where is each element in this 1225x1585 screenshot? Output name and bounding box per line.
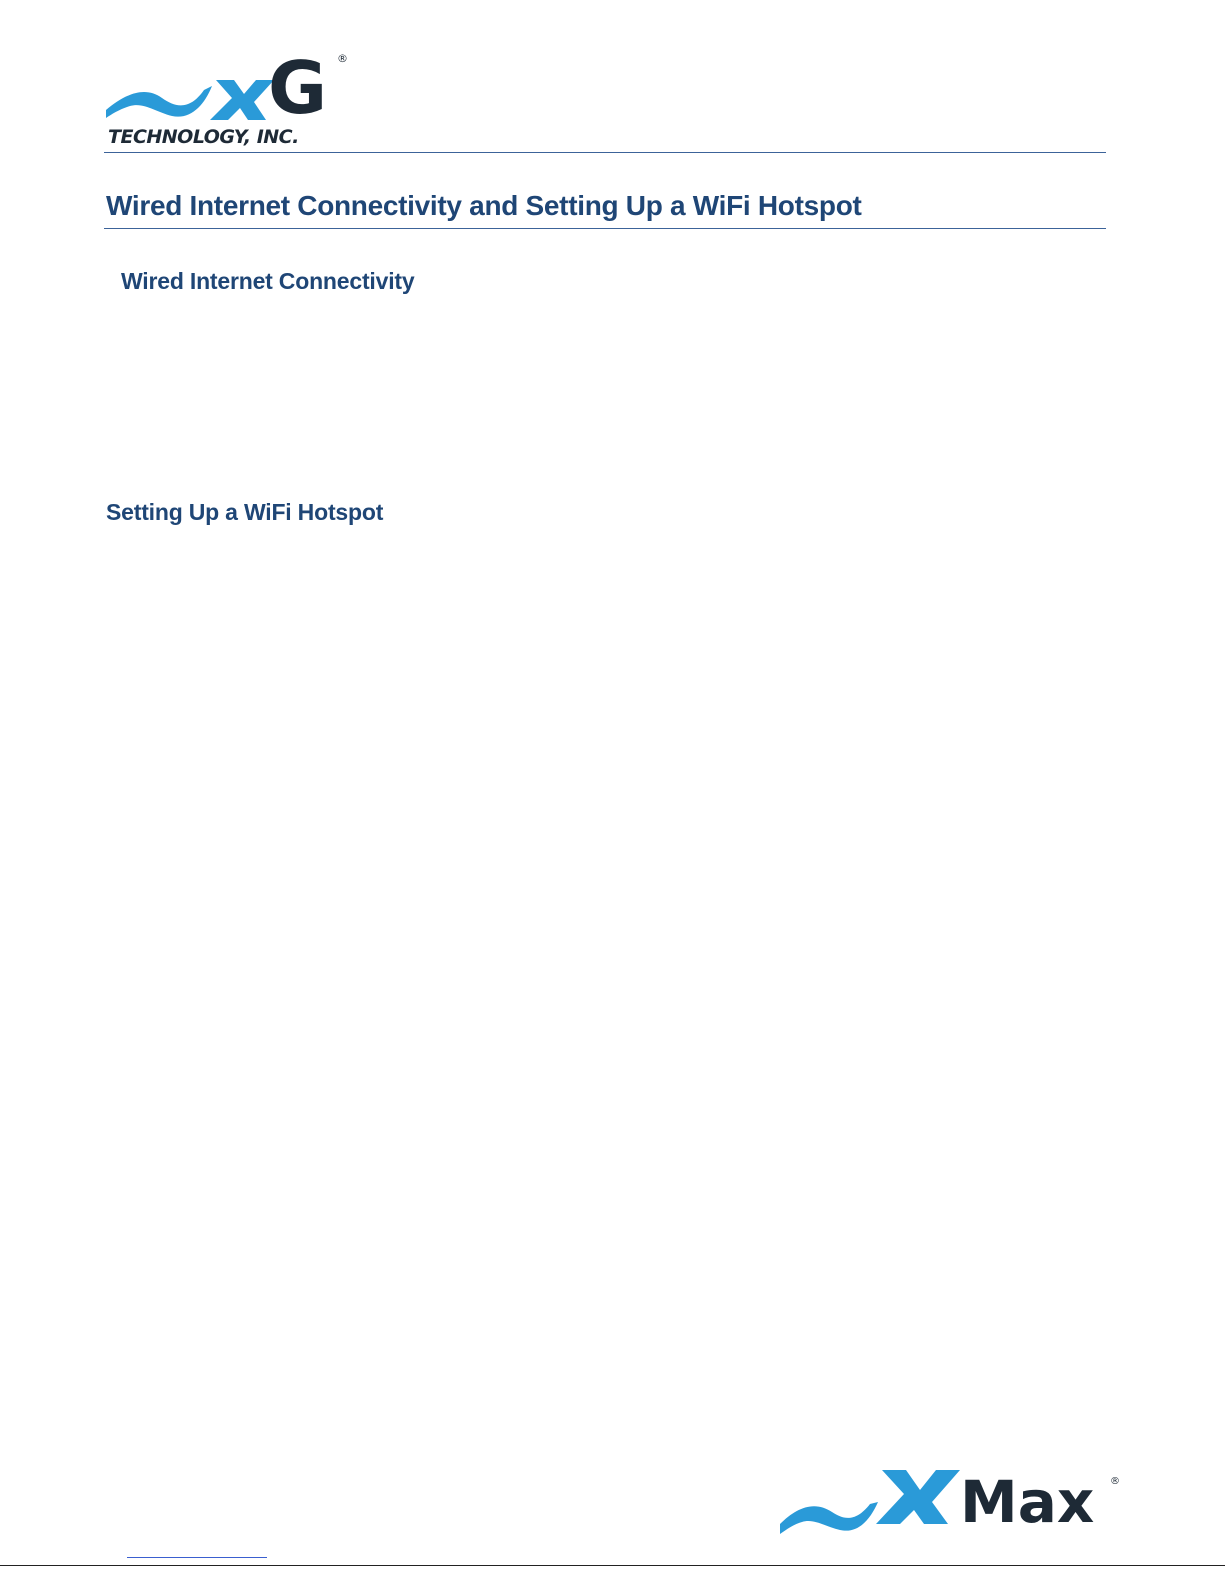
page-title: Wired Internet Connectivity and Setting Up a WiFi Hotspot bbox=[106, 190, 862, 221]
xg-wave-logo-icon bbox=[104, 40, 354, 125]
footer-divider bbox=[0, 1565, 1225, 1566]
section-heading-wifi: Setting Up a WiFi Hotspot bbox=[106, 499, 384, 525]
header-divider bbox=[104, 152, 1106, 153]
xmax-logo-icon bbox=[778, 1462, 1123, 1542]
title-divider bbox=[104, 228, 1106, 229]
section-heading-wired: Wired Internet Connectivity bbox=[121, 268, 415, 294]
footer-link-underline bbox=[127, 1557, 267, 1558]
registered-mark: ® bbox=[337, 52, 348, 65]
logo-subtitle: TECHNOLOGY, INC. bbox=[108, 126, 299, 148]
xg-technology-logo bbox=[104, 40, 354, 152]
logo-g-glyph: G bbox=[268, 46, 328, 125]
xmax-wordmark: Max bbox=[960, 1468, 1095, 1536]
xmax-registered-mark: ® bbox=[1110, 1476, 1120, 1487]
